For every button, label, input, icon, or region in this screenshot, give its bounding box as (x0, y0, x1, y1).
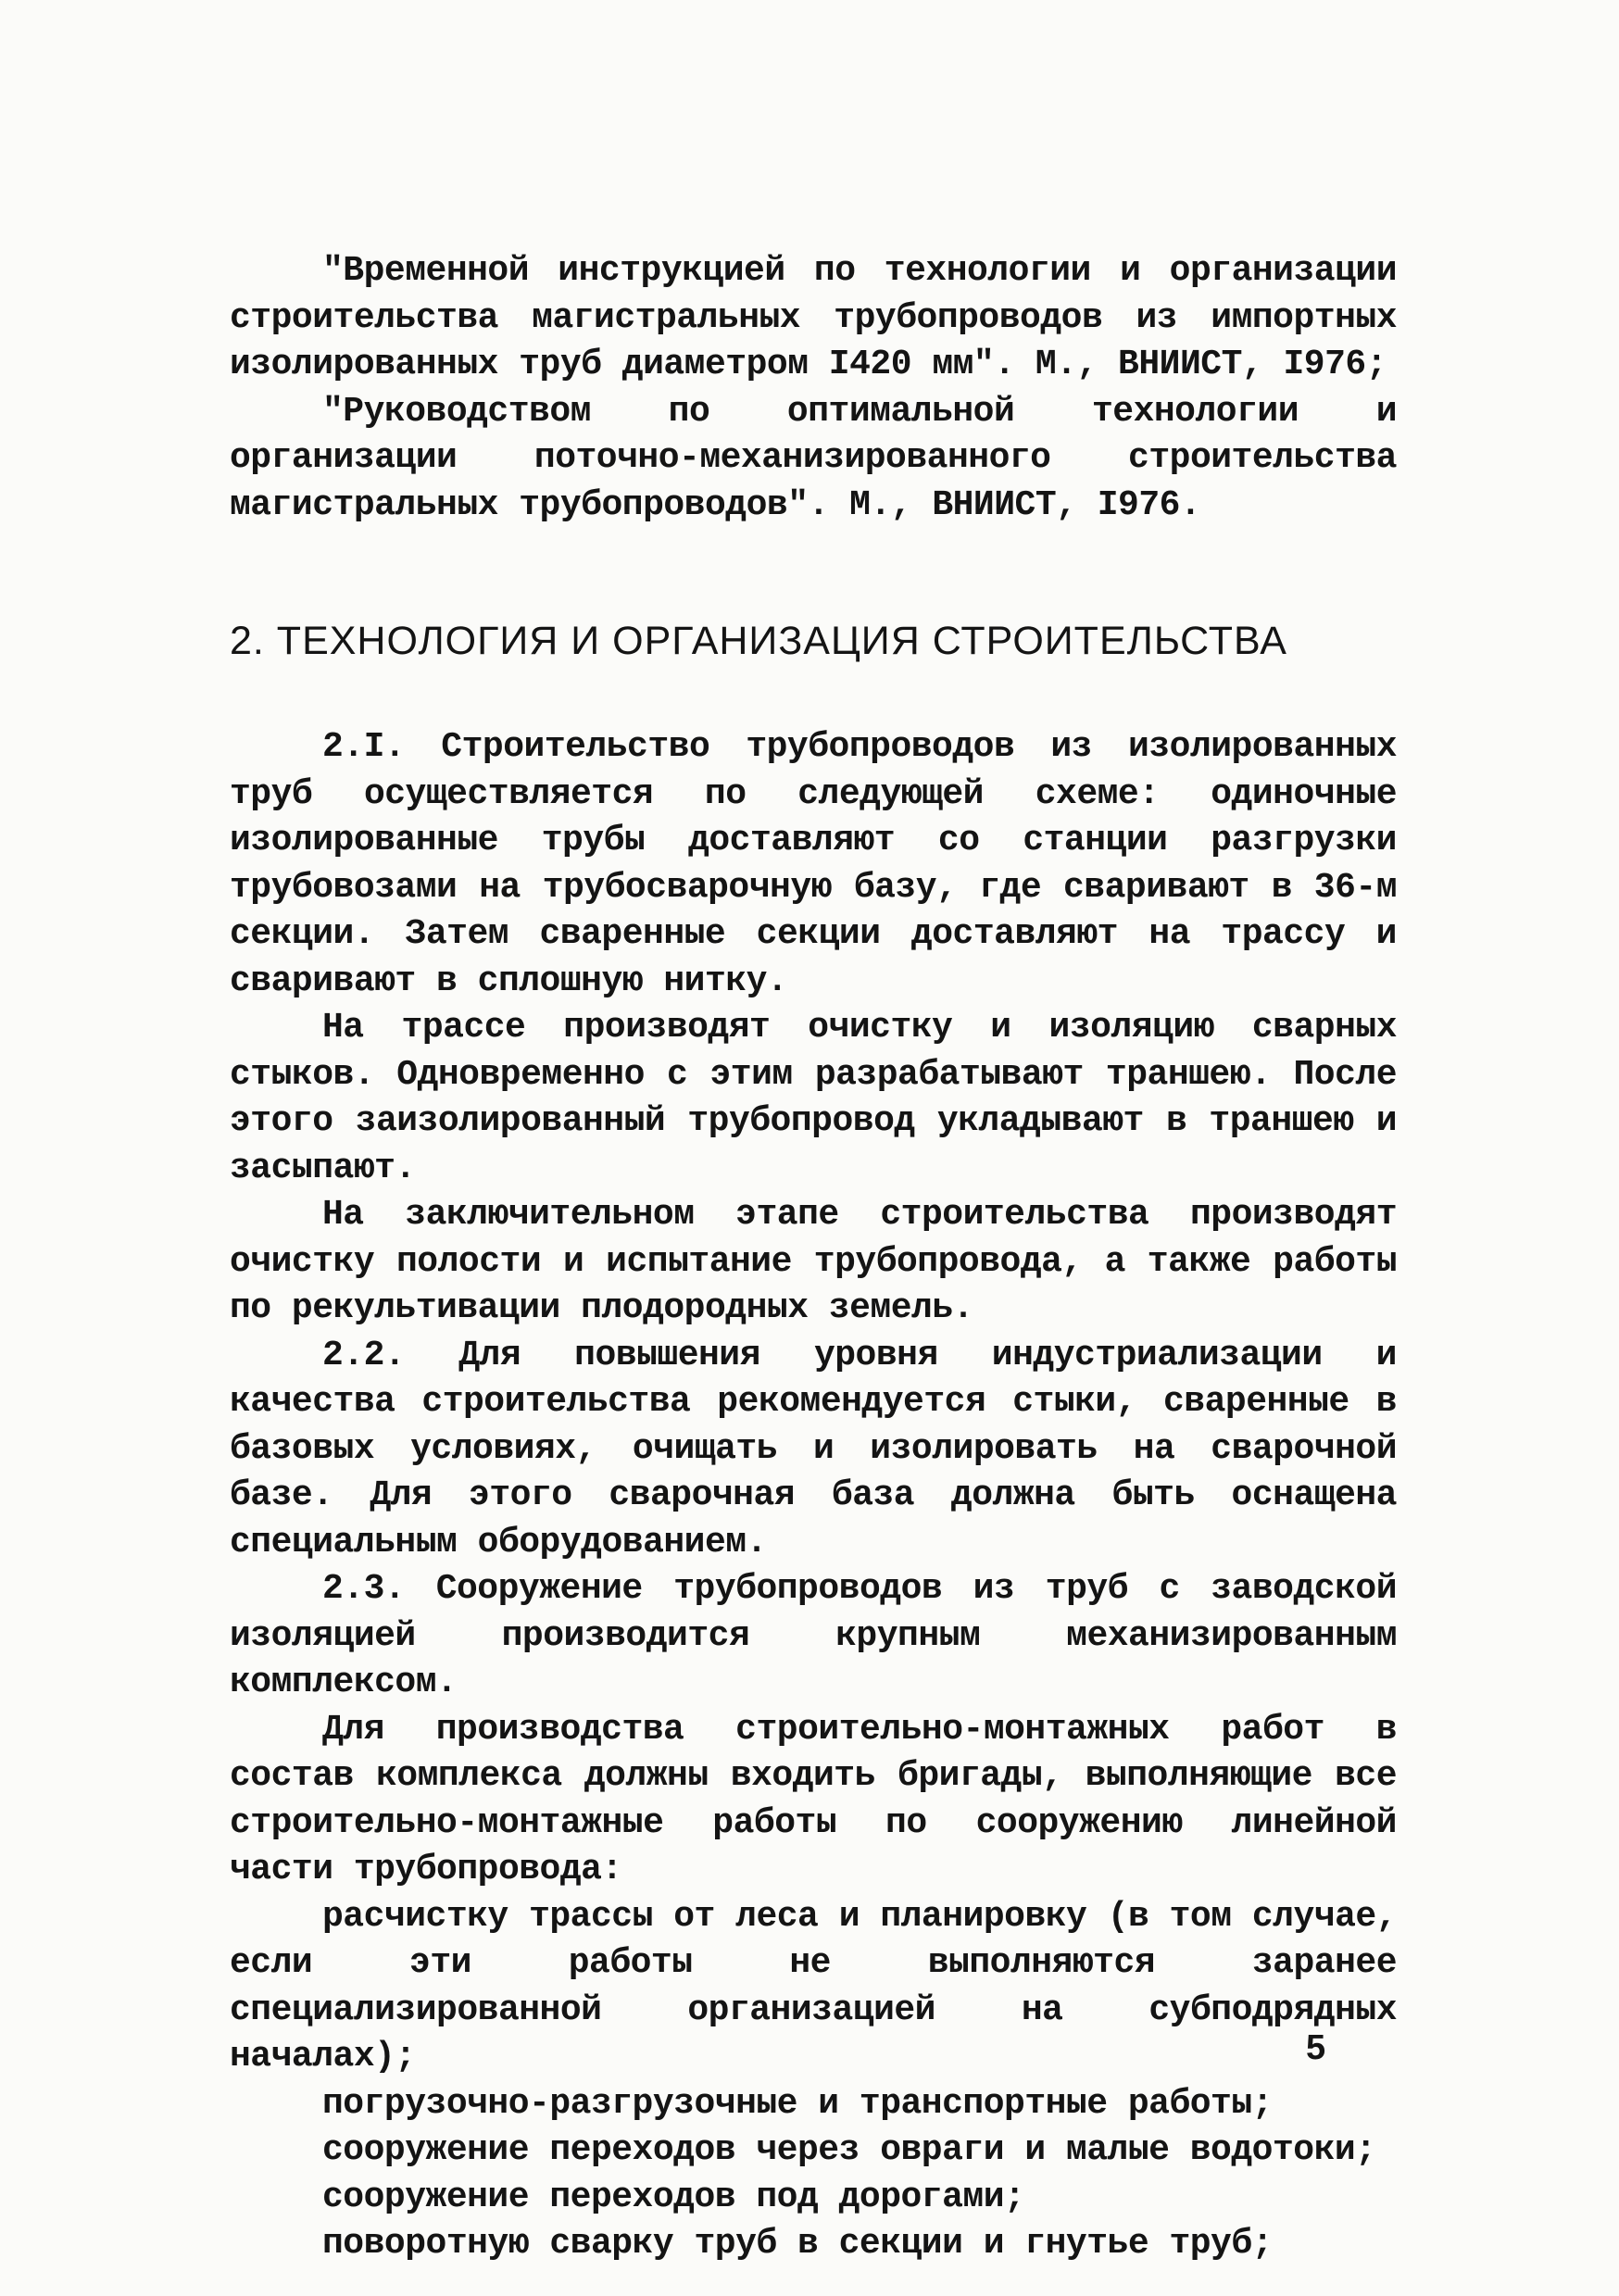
page-number: 5 (1306, 2028, 1326, 2067)
list-item: поворотную сварку труб в секции и гнутье труб; (322, 2224, 1273, 2264)
paragraph-2-1: 2.I. Строительство трубопроводов из изолированных труб осуществляется по следующей схеме: одиночные изолированные трубы доставляют со станции разгрузки трубовозами на трубосварочную базу, где сваривают в 36-м секции. Затем сваренные секции доставляют на трассу и сваривают в сплошную нитку. (230, 727, 1397, 1001)
paragraph-cleaning: На трассе производят очистку и изоляцию сварных стыков. Одновременно с этим разрабатывают траншею. После этого заизолированный трубопровод укладывают в траншею и засыпают. (230, 1008, 1397, 1188)
list-item: сооружение переходов под дорогами; (322, 2177, 1025, 2217)
paragraph-2-3: 2.3. Сооружение трубопроводов из труб с заводской изоляцией производится крупным механизированным комплексом. (230, 1569, 1397, 1702)
list-item: погрузочно-разгрузочные и транспортные работы; (322, 2083, 1273, 2124)
intro-paragraph-1: "Временной инструкцией по технологии и организации строительства магистральных трубопроводов из импортных изолированных труб диаметром I420 мм". М., ВНИИСТ, I976; (230, 251, 1397, 384)
section-body (230, 724, 1397, 2268)
section-heading: 2. ТЕХНОЛОГИЯ И ОРГАНИЗАЦИЯ СТРОИТЕЛЬСТВА (230, 619, 1287, 663)
paragraph-complex-brigades: Для производства строительно-монтажных работ в состав комплекса должны входить бригады, выполняющие все строительно-монтажные работы по сооружению линейной части трубопровода: (230, 1709, 1397, 1889)
intro-paragraph-2: "Руководством по оптимальной технологии и организации поточно-механизированного строительства магистральных трубопроводов". М., ВНИИСТ, I976. (230, 391, 1397, 525)
intro-block (230, 248, 1397, 529)
paragraph-clearing: расчистку трассы от леса и планировку (в том случае, если эти работы не выполняются заранее специализированной организацией на субподрядных началах); (230, 1896, 1397, 2076)
paragraph-2-2: 2.2. Для повышения уровня индустриализации и качества строительства рекомендуется стыки, сваренные в базовых условиях, очищать и изолировать на сварочной базе. Для этого сварочная база должна быть оснащена специальным оборудованием. (230, 1335, 1397, 1562)
list-item: сооружение переходов через овраги и малые водотоки; (322, 2130, 1376, 2170)
paragraph-final-stage: На заключительном этапе строительства производят очистку полости и испытание трубопровода, а также работы по рекультивации плодородных земель. (230, 1195, 1397, 1328)
